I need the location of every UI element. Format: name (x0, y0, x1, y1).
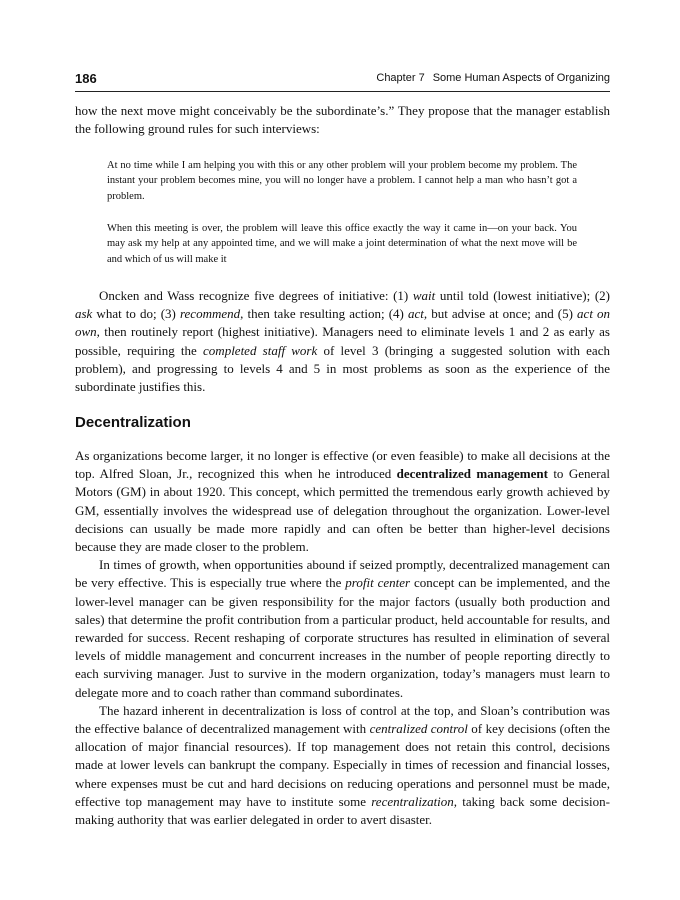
text-run: Oncken and Wass recognize five degrees of initiative: (1) (99, 288, 413, 303)
decentralization-paragraph-1 (75, 447, 610, 556)
emphasis-recommend: recommend (179, 306, 241, 322)
text-run: then routinely report (highest initiative). Managers need to eliminate levels 1 and 2 as early as possible, requiring the (75, 324, 610, 358)
block-quote-text: When this meeting is over, the problem will leave this office exactly the way it came in—on your back. You may ask my help at any appointed time, and we will make a joint determination of what the next move will be and which of us will make it (107, 223, 577, 265)
emphasis-act: act, (407, 306, 428, 322)
block-quote-text: At no time while I am helping you with this or any other problem will your problem become my problem. The instant your problem becomes mine, you will no longer have a problem. I cannot help a man who hasn’t got a problem. (107, 160, 577, 202)
decentralization-paragraph-2 (75, 556, 610, 702)
block-quote-1 (107, 158, 577, 204)
decentralization-paragraph-3 (75, 702, 610, 829)
text-run: , then take resulting action; (4) (240, 306, 408, 322)
page-number: 186 (75, 71, 97, 86)
intro-paragraph-block (75, 102, 610, 138)
text-run: taking back some decision-making authority that was earlier delegated in order to avert disaster. (75, 793, 610, 828)
emphasis-completed-staff-work: completed staff work (203, 342, 318, 358)
text-run: In times of growth, when opportunities abound if seized promptly, decentralized management can be very effective. This is especially true where the (75, 557, 610, 591)
header-rule (75, 91, 610, 92)
text-run: to General Motors (GM) in about 1920. This concept, which permitted the tremendous early growth achieved by GM, essentially involves the widespread use of delegation throughout the organization. Lower-level decisions can usually be made more rapidly and can often be better than higher-level decisions because they are made closer to the problem. (75, 466, 610, 555)
intro-paragraph: how the next move might conceivably be the subordinate’s.” They propose that the manager establish the following ground rules for such interviews: (75, 103, 610, 137)
text-run: but advise at once; and (5) (427, 306, 578, 322)
text-run: As organizations become larger, it no longer is effective (or even feasible) to make all decisions at the top. Alfred Sloan, Jr., recognized this when he introduced (75, 448, 610, 482)
text-run: concept can be implemented, and the lower-level manager can be given responsibility for the major factors (usually both production and sales) that determine the profit contribution from a particular product, held accountable for results, and rewarded for success. Recent reshaping of corporate structures has resulted in elimination of several levels of middle management and concurrent increases in the number of people reporting directly to each surviving manager. Just to survive in the modern organization, today’s managers must learn to delegate more and to coach rather than command subordinates. (75, 575, 610, 700)
text-run: of key decisions (often the allocation of major financial resources). If top management does not retain this control, decisions made at lower levels can bankrupt the company. Especially in times of recession and financial losses, where expenses must be cut and hard decisions on reducing operations and personnel must be made, effective top management may have to institute some (75, 721, 610, 809)
text-run: The hazard inherent in decentralization is loss of control at the top, and Sloan’s contribution was the effective balance of decentralized management with (75, 702, 610, 737)
block-quote-2 (107, 221, 577, 267)
emphasis-ask: ask (75, 306, 93, 322)
emphasis-wait: wait (412, 288, 436, 303)
section-heading-decentralization: Decentralization (75, 414, 191, 431)
book-page (75, 0, 610, 900)
emphasis-profit-center: profit center (345, 575, 411, 591)
chapter-label: Chapter 7 (376, 72, 425, 84)
text-run: what to do; (3) (92, 306, 180, 322)
initiative-paragraph (75, 287, 610, 396)
emphasis-centralized-control: centralized control (369, 721, 468, 737)
text-run: of level 3 (bringing a suggested solution with each problem), and progressing to levels 4 and 5 in most problems as soon as the experience of the subordinate justifies this. (75, 342, 610, 395)
chapter-name: Some Human Aspects of Organizing (432, 72, 610, 84)
chapter-title (376, 72, 610, 84)
running-head (75, 71, 610, 89)
text-run: until told (lowest initiative); (2) (435, 288, 611, 303)
decentralization-section-body (75, 447, 610, 829)
emphasis-recentralization: recentralization, (371, 793, 458, 809)
initiative-paragraph-block (75, 287, 610, 396)
emphasis-act-on-own: act on own, (75, 306, 611, 340)
bold-term-decentralized-management: decentralized management (396, 466, 548, 482)
